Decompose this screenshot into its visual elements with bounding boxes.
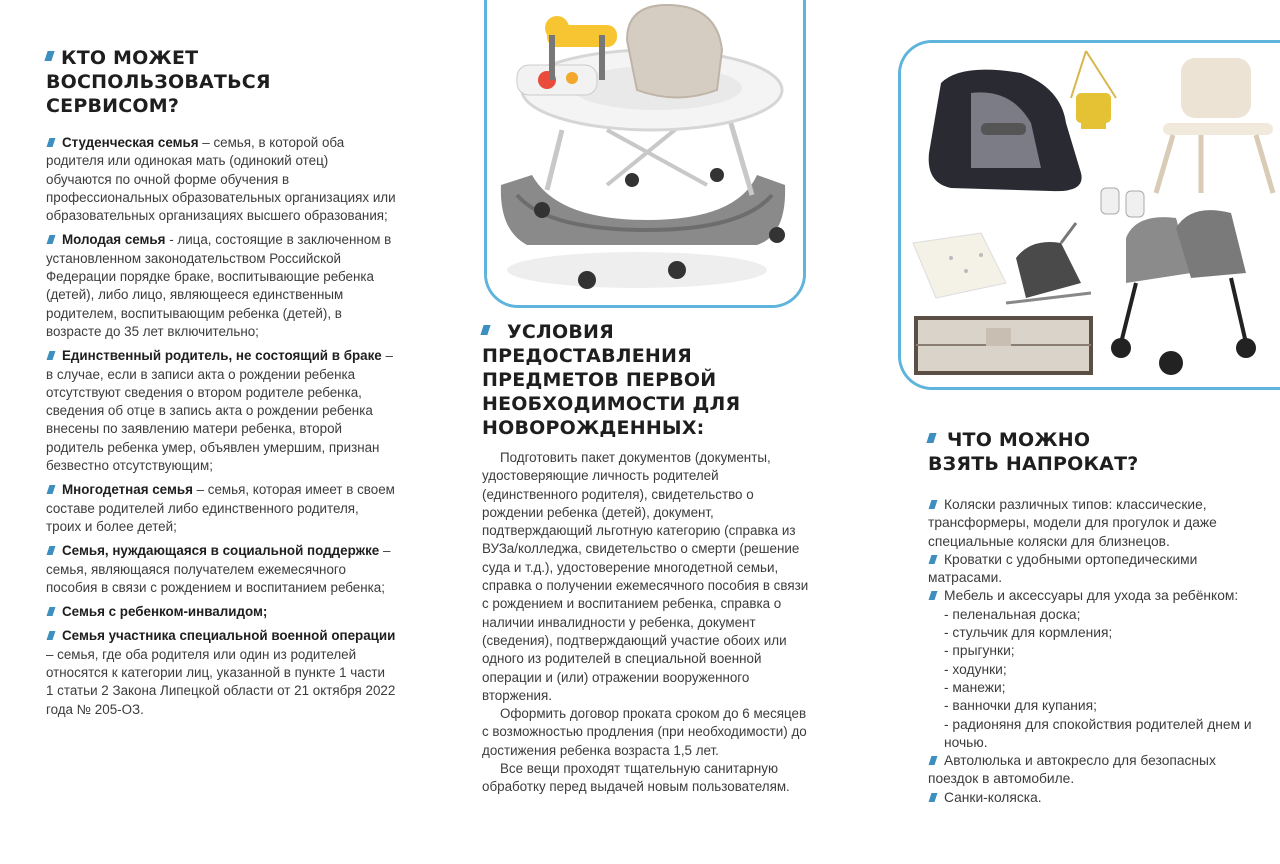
sub-item: - пеленальная доска;: [944, 606, 1081, 622]
category-item-student: Студенческая семья – семья, в которой оба родителя или одинокая мать (одинокий отец) обучаются по очной форме обучения в профессиональных образовательных организациях или образовательных организациях высшего образования;: [46, 135, 396, 224]
rent-item-strollers: Коляски различных типов: классические, трансформеры, модели для прогулок и даже специальные коляски для близнецов.: [928, 497, 1217, 549]
rent-item-furniture: Мебель и аксессуары для ухода за ребёнком:: [928, 587, 1258, 605]
sub-item: - прыгунки;: [944, 643, 1015, 659]
contract-paragraph: Оформить договор проката сроком до 6 месяцев с возможностью продления (при необходимости) до достижения ребенка возраста 1,5 лет.: [482, 706, 807, 758]
bullet-marker-icon: [929, 756, 938, 765]
baby-walker-photo: [484, 0, 806, 308]
bullet-marker-icon: [929, 793, 938, 802]
category-item-large-family: Многодетная семья – семья, которая имеет в своем составе родителей либо единственного родителя, троих и более детей;: [46, 482, 395, 534]
sub-item: - ходунки;: [944, 661, 1007, 677]
bullet-marker-icon: [44, 51, 54, 61]
sub-item: - манежи;: [944, 679, 1006, 695]
sub-item: - стульчик для кормления;: [944, 625, 1113, 641]
heading-line: СЕРВИСОМ?: [46, 95, 180, 117]
sub-item: - радионяня для спокойствия родителей днем и ночью.: [944, 716, 1252, 750]
heading-line: ПРЕДОСТАВЛЕНИЯ: [482, 345, 692, 367]
conditions-heading: [482, 320, 812, 440]
sub-item: - ванночки для купания;: [944, 698, 1097, 714]
bullet-marker-icon: [47, 485, 56, 494]
bullet-marker-icon: [47, 631, 56, 640]
right-column: [928, 428, 1258, 807]
middle-column: [482, 320, 812, 797]
who-can-use-heading: [46, 46, 396, 118]
heading-line: НОВОРОЖДЕННЫХ:: [482, 417, 705, 439]
heading-line: ВОСПОЛЬЗОВАТЬСЯ: [46, 71, 271, 93]
heading-line: КТО МОЖЕТ: [61, 47, 199, 69]
playpen-icon: [916, 318, 1091, 373]
heading-line: ВЗЯТЬ НАПРОКАТ?: [928, 453, 1139, 475]
category-item-single-parent: Единственный родитель, не состоящий в браке – в случае, если в записи акта о рождении ребенка отсутствуют сведения о втором родителе ребенка, сведения об отце в запись акта о рождении ребенка внесены по заявлению матери ребенка, второй родитель ребенка умер, объявлен умершим, признан безвестно отсутствующим;: [46, 348, 393, 474]
bullet-marker-icon: [47, 546, 56, 555]
rental-items-photo: [898, 40, 1280, 390]
bullet-marker-icon: [480, 325, 490, 335]
rental-items-collage: [901, 43, 1280, 387]
bullet-marker-icon: [47, 138, 56, 147]
bullet-marker-icon: [47, 235, 56, 244]
category-item-svo: Семья участника специальной военной операции – семья, где оба родителя или один из родителей относятся к категории лиц, указанной в пункте 1 части 1 статьи 2 Закона Липецкой области от 21 октября 2022 года № 205-ОЗ.: [46, 628, 396, 717]
what-to-rent-heading: [928, 428, 1258, 476]
bullet-marker-icon: [929, 500, 938, 509]
category-item-social-support: Семья, нуждающаяся в социальной поддержке – семья, являющаяся получателем ежемесячного пособия в связи с рождением и воспитанием ребенка;: [46, 543, 391, 595]
bullet-marker-icon: [929, 555, 938, 564]
heading-line: НЕОБХОДИМОСТИ ДЛЯ: [482, 393, 741, 415]
heading-line: ЧТО МОЖНО: [947, 429, 1091, 451]
category-item-young: Молодая семья - лица, состоящие в заключенном в установленном законодательством Российской Федерации порядке браке, воспитывающие ребенка (детей), либо лицо, являющееся единственным родителем, воспитывающим ребенка (детей), в возрасте до 35 лет включительно;: [46, 232, 392, 339]
rent-item-car-seat: Автолюлька и автокресло для безопасных поездок в автомобиле.: [928, 753, 1216, 787]
heading-line: УСЛОВИЯ: [507, 321, 614, 343]
category-item-disabled-child: Семья с ребенком-инвалидом;: [46, 603, 396, 621]
sanitation-paragraph: Все вещи проходят тщательную санитарную обработку перед выдачей новым пользователям.: [482, 761, 790, 795]
bullet-marker-icon: [926, 433, 936, 443]
bullet-marker-icon: [47, 351, 56, 360]
bullet-marker-icon: [929, 591, 938, 600]
documents-paragraph: Подготовить пакет документов (документы, удостоверяющие личность родителей (единственного родителя), свидетельство о рождении ребенка (детей), документ, подтверждающий льготную категорию (справка из ВУЗа/колледжа, свидетельство о смерти (решение суда и т.д.), удостоверение многодетной семьи, справка о получении ежемесячного пособия в связи с рождением и воспитанием ребенка, справка о наличии инвалидности у ребенка, документ (сведения), подтверждающий участие обоих или одного из родителей в специальной военной операции и (или) отражении вооруженного вторжения.: [482, 450, 809, 703]
bullet-marker-icon: [47, 607, 56, 616]
rent-item-sled: Санки-коляска.: [928, 789, 1258, 807]
heading-line: ПРЕДМЕТОВ ПЕРВОЙ: [482, 369, 717, 391]
baby-walker-icon: [487, 0, 806, 305]
rent-item-cribs: Кроватки с удобными ортопедическими матрасами.: [928, 551, 1198, 586]
left-column: [46, 46, 396, 725]
